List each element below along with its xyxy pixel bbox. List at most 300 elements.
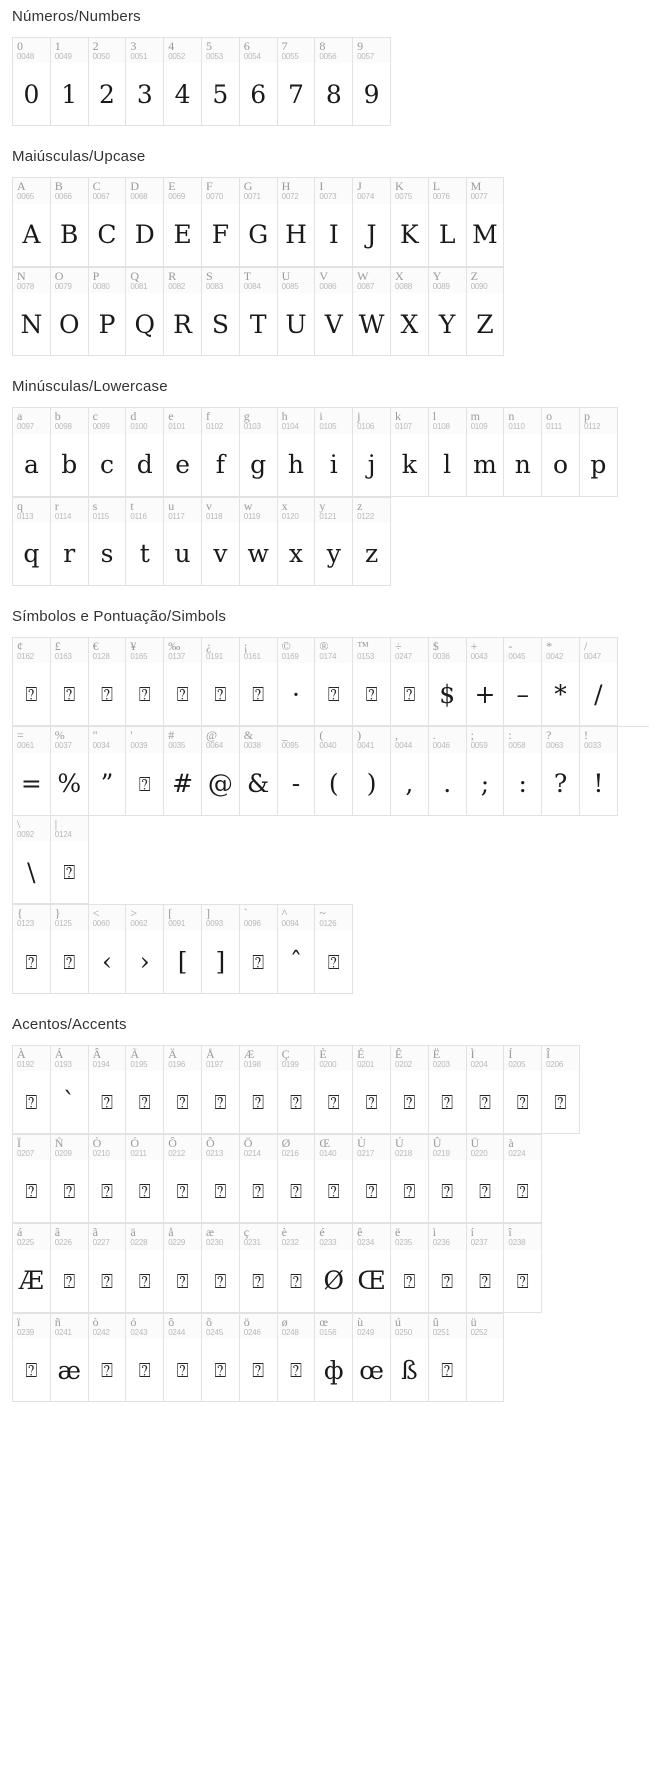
glyph-cell[interactable] xyxy=(164,905,202,993)
glyph-cell[interactable] xyxy=(353,178,391,266)
glyph-code-label: 0104 xyxy=(281,422,299,432)
glyph-cell[interactable] xyxy=(51,498,89,586)
glyph-cell[interactable] xyxy=(353,38,391,126)
glyph-cell[interactable] xyxy=(504,1046,542,1134)
glyph-code-label: 0156 xyxy=(319,1327,337,1337)
glyph-character-label: U xyxy=(281,269,291,283)
glyph-preview: A xyxy=(22,220,41,250)
glyph-cell[interactable] xyxy=(126,727,164,815)
glyph-cell[interactable] xyxy=(202,38,240,126)
glyph-cell[interactable] xyxy=(278,1046,316,1134)
glyph-preview: ⍰ xyxy=(252,949,265,974)
glyph-cell-header xyxy=(202,905,239,930)
glyph-code-label: 0233 xyxy=(319,1238,337,1248)
glyph-cell[interactable] xyxy=(240,905,278,993)
glyph-cell[interactable] xyxy=(315,1135,353,1223)
glyph-cell[interactable] xyxy=(13,38,51,126)
glyph-cell[interactable] xyxy=(202,408,240,496)
glyph-preview: ⍰ xyxy=(138,682,151,707)
glyph-cell[interactable] xyxy=(13,816,51,904)
glyph-cell[interactable] xyxy=(391,1224,429,1312)
glyph-cell[interactable] xyxy=(278,498,316,586)
glyph-preview: ⍰ xyxy=(176,1268,189,1293)
glyph-character-label: Ä xyxy=(168,1047,177,1061)
glyph-character-label: ] xyxy=(205,907,210,921)
glyph-character-label: p xyxy=(583,410,590,424)
glyph-preview: ⍰ xyxy=(441,1358,454,1383)
glyph-cell[interactable] xyxy=(278,178,316,266)
glyph-cell[interactable] xyxy=(429,1046,467,1134)
glyph-cell-header xyxy=(164,638,201,663)
glyph-cell[interactable] xyxy=(315,1046,353,1134)
glyph-preview: N xyxy=(20,309,43,339)
glyph-character-label: Î xyxy=(546,1047,551,1061)
glyph-cell[interactable] xyxy=(89,638,127,726)
glyph-cell[interactable] xyxy=(13,268,51,356)
glyph-code-label: 0101 xyxy=(168,422,186,432)
glyph-code-label: 0196 xyxy=(168,1059,186,1069)
glyph-cell[interactable] xyxy=(13,1046,51,1134)
glyph-cell[interactable] xyxy=(126,38,164,126)
glyph-cell[interactable] xyxy=(51,1135,89,1223)
glyph-cell[interactable] xyxy=(51,1314,89,1402)
glyph-cell[interactable] xyxy=(51,268,89,356)
glyph-cell-header xyxy=(13,638,50,663)
glyph-cell[interactable] xyxy=(13,638,51,726)
glyph-cell[interactable] xyxy=(202,1046,240,1134)
glyph-cell[interactable] xyxy=(467,1046,505,1134)
glyph-preview: ⍰ xyxy=(138,1179,151,1204)
glyph-cell[interactable] xyxy=(240,1135,278,1223)
glyph-preview: k xyxy=(401,450,417,480)
glyph-cell-header xyxy=(429,408,466,433)
glyph-cell-header xyxy=(126,1046,163,1071)
glyph-cell[interactable] xyxy=(315,905,353,993)
glyph-character-label: ñ xyxy=(54,1315,61,1329)
glyph-code-label: 0065 xyxy=(17,192,34,202)
glyph-cell[interactable] xyxy=(126,178,164,266)
glyph-character-label: n xyxy=(508,410,515,424)
glyph-character-label: " xyxy=(92,729,98,743)
glyph-cell[interactable] xyxy=(467,638,505,726)
glyph-code-label: 0041 xyxy=(357,741,375,751)
glyph-cell[interactable] xyxy=(467,178,505,266)
glyph-code-label: 0161 xyxy=(243,651,261,661)
glyph-cell-header xyxy=(126,905,163,930)
glyph-cell[interactable] xyxy=(240,1224,278,1312)
glyph-cell[interactable] xyxy=(315,268,353,356)
glyph-cell[interactable] xyxy=(89,498,127,586)
glyph-cell[interactable] xyxy=(504,1135,542,1223)
glyph-code-label: 0067 xyxy=(92,192,110,202)
glyph-cell[interactable] xyxy=(164,727,202,815)
glyph-cell-header xyxy=(89,268,126,293)
glyph-cell-header xyxy=(353,1224,390,1249)
glyph-character-label: ¢ xyxy=(17,639,23,653)
glyph-cell[interactable] xyxy=(240,38,278,126)
glyph-cell-header xyxy=(89,178,126,203)
glyph-cell[interactable] xyxy=(315,38,353,126)
glyph-cell[interactable] xyxy=(202,638,240,726)
glyph-cell[interactable] xyxy=(353,1314,391,1402)
glyph-cell[interactable] xyxy=(504,1224,542,1312)
glyph-cell[interactable] xyxy=(89,1314,127,1402)
glyph-character-label: P xyxy=(92,269,100,283)
glyph-character-label: z xyxy=(357,499,363,513)
glyph-preview: S xyxy=(211,309,229,339)
glyph-preview: [ xyxy=(177,947,188,977)
glyph-cell[interactable] xyxy=(278,408,316,496)
glyph-cell[interactable] xyxy=(580,727,618,815)
glyph-code-label: 0058 xyxy=(508,741,526,751)
glyph-character-label: i xyxy=(319,410,323,424)
glyph-cell-header xyxy=(467,178,504,203)
glyph-cell[interactable] xyxy=(391,638,429,726)
glyph-preview: G xyxy=(248,220,269,250)
glyph-cell[interactable] xyxy=(467,408,505,496)
glyph-cell[interactable] xyxy=(89,905,127,993)
glyph-cell[interactable] xyxy=(580,638,618,726)
glyph-character-label: f xyxy=(205,410,210,424)
glyph-code-label: 0214 xyxy=(243,1148,261,1158)
glyph-cell[interactable] xyxy=(429,727,467,815)
glyph-preview: L xyxy=(438,220,456,250)
glyph-cell[interactable] xyxy=(51,178,89,266)
glyph-preview: x xyxy=(288,539,304,569)
glyph-cell[interactable] xyxy=(202,727,240,815)
glyph-cell[interactable] xyxy=(164,38,202,126)
glyph-cell[interactable] xyxy=(542,1046,580,1134)
glyph-code-label: 0083 xyxy=(205,281,223,291)
glyph-cell[interactable] xyxy=(51,905,89,993)
glyph-cell[interactable] xyxy=(202,268,240,356)
glyph-cell[interactable] xyxy=(315,727,353,815)
glyph-cell-header xyxy=(202,268,239,293)
glyph-code-label: 0121 xyxy=(319,511,337,521)
glyph-cell[interactable] xyxy=(278,38,316,126)
glyph-code-label: 0088 xyxy=(394,281,412,291)
glyph-cell[interactable] xyxy=(126,638,164,726)
glyph-cell-header xyxy=(353,38,390,63)
glyph-cell[interactable] xyxy=(13,498,51,586)
glyph-code-label: 0048 xyxy=(17,52,34,61)
glyph-cell[interactable] xyxy=(240,727,278,815)
glyph-cell[interactable] xyxy=(315,178,353,266)
glyph-cell-header xyxy=(89,727,126,752)
glyph-cell-header xyxy=(240,1046,277,1071)
glyph-code-label: 0111 xyxy=(546,422,562,432)
glyph-cell[interactable] xyxy=(353,498,391,586)
glyph-cell[interactable] xyxy=(202,1314,240,1402)
glyph-cell[interactable] xyxy=(51,1046,89,1134)
glyph-cell[interactable] xyxy=(504,727,542,815)
glyph-cell[interactable] xyxy=(580,408,618,496)
glyph-preview: , xyxy=(405,769,414,799)
glyph-cell[interactable] xyxy=(391,408,429,496)
glyph-cell[interactable] xyxy=(51,727,89,815)
glyph-code-label: 0109 xyxy=(470,422,488,432)
glyph-cell-header xyxy=(126,178,163,203)
glyph-cell[interactable] xyxy=(51,638,89,726)
glyph-cell[interactable] xyxy=(542,408,580,496)
glyph-cell[interactable] xyxy=(278,727,316,815)
glyph-cell[interactable] xyxy=(126,1046,164,1134)
glyph-character-label: [ xyxy=(168,907,173,921)
glyph-cell-header xyxy=(429,1046,466,1071)
glyph-cell-header xyxy=(89,1135,126,1160)
glyph-cell-header xyxy=(315,1314,352,1339)
glyph-cell[interactable] xyxy=(391,268,429,356)
glyph-character-label: _ xyxy=(281,729,288,743)
glyph-cell[interactable] xyxy=(51,816,89,904)
glyph-cell-header xyxy=(126,1314,163,1339)
glyph-cell-header xyxy=(51,1135,88,1160)
glyph-code-label: 0107 xyxy=(394,422,412,432)
section-title: Números/Numbers xyxy=(12,8,141,25)
glyph-cell[interactable] xyxy=(542,638,580,726)
glyph-cell[interactable] xyxy=(89,1224,127,1312)
glyph-cell[interactable] xyxy=(467,268,505,356)
glyph-cell[interactable] xyxy=(51,1224,89,1312)
glyph-preview: v xyxy=(213,539,228,569)
glyph-row xyxy=(12,726,649,904)
glyph-cell[interactable] xyxy=(164,498,202,586)
glyph-cell[interactable] xyxy=(240,268,278,356)
glyph-cell[interactable] xyxy=(429,638,467,726)
glyph-cell[interactable] xyxy=(353,638,391,726)
glyph-cell[interactable] xyxy=(13,178,51,266)
glyph-preview: 9 xyxy=(363,79,380,109)
glyph-cell[interactable] xyxy=(51,408,89,496)
glyph-preview: ⍰ xyxy=(365,1089,378,1114)
glyph-cell[interactable] xyxy=(353,727,391,815)
glyph-preview: ⍰ xyxy=(176,682,189,707)
glyph-preview: ⍰ xyxy=(63,1268,76,1293)
glyph-cell[interactable] xyxy=(126,1314,164,1402)
glyph-cell-header xyxy=(391,638,428,663)
glyph-cell[interactable] xyxy=(278,905,316,993)
glyph-cell-header xyxy=(126,268,163,293)
glyph-cell[interactable] xyxy=(240,178,278,266)
glyph-cell[interactable] xyxy=(89,268,127,356)
glyph-cell[interactable] xyxy=(429,1224,467,1312)
glyph-cell[interactable] xyxy=(278,1314,316,1402)
glyph-character-label: S xyxy=(205,269,213,283)
glyph-character-label: J xyxy=(357,180,362,194)
glyph-cell[interactable] xyxy=(202,498,240,586)
glyph-character-label: Ì xyxy=(470,1047,475,1061)
glyph-preview: ⍰ xyxy=(214,1089,227,1114)
glyph-preview: ⍰ xyxy=(365,682,378,707)
glyph-cell[interactable] xyxy=(315,498,353,586)
glyph-preview: ⍰ xyxy=(441,1268,454,1293)
glyph-cell[interactable] xyxy=(89,727,127,815)
glyph-code-label: 0077 xyxy=(470,192,488,202)
glyph-cell[interactable] xyxy=(315,1314,353,1402)
glyph-cell[interactable] xyxy=(315,1224,353,1312)
glyph-cell[interactable] xyxy=(429,268,467,356)
glyph-character-label: C xyxy=(92,180,101,194)
glyph-code-label: 0097 xyxy=(17,422,34,432)
glyph-cell[interactable] xyxy=(429,1314,467,1402)
glyph-cell[interactable] xyxy=(467,1314,505,1402)
glyph-cell[interactable] xyxy=(164,1046,202,1134)
glyph-cell-header xyxy=(164,498,201,523)
glyph-code-label: 0247 xyxy=(394,651,412,661)
glyph-cell-header xyxy=(13,1224,50,1249)
glyph-cell[interactable] xyxy=(240,408,278,496)
glyph-code-label: 0094 xyxy=(281,919,299,929)
glyph-cell[interactable] xyxy=(240,1314,278,1402)
glyph-preview: ⍰ xyxy=(516,1089,529,1114)
glyph-cell[interactable] xyxy=(164,408,202,496)
glyph-preview: o xyxy=(553,450,569,480)
glyph-character-label: N xyxy=(17,269,26,283)
glyph-character-label: b xyxy=(54,410,61,424)
glyph-cell[interactable] xyxy=(13,1135,51,1223)
glyph-cell-header xyxy=(353,1135,390,1160)
glyph-code-label: 0169 xyxy=(281,651,299,661)
glyph-code-label: 0118 xyxy=(205,511,223,521)
glyph-cell[interactable] xyxy=(315,638,353,726)
glyph-code-label: 0049 xyxy=(54,52,72,61)
glyph-cell[interactable] xyxy=(504,408,542,496)
glyph-cell[interactable] xyxy=(126,1135,164,1223)
glyph-cell[interactable] xyxy=(202,1135,240,1223)
glyph-cell-header xyxy=(542,638,579,663)
glyph-cell-header xyxy=(51,178,88,203)
glyph-cell[interactable] xyxy=(89,408,127,496)
glyph-cell-header xyxy=(13,1046,50,1071)
glyph-cell[interactable] xyxy=(467,727,505,815)
glyph-cell-header xyxy=(51,727,88,752)
glyph-cell[interactable] xyxy=(278,1135,316,1223)
glyph-cell[interactable] xyxy=(202,178,240,266)
glyph-cell[interactable] xyxy=(13,408,51,496)
glyph-code-label: 0227 xyxy=(92,1238,110,1248)
glyph-cell[interactable] xyxy=(89,38,127,126)
glyph-cell[interactable] xyxy=(467,1224,505,1312)
glyph-preview: B xyxy=(60,220,79,250)
glyph-code-label: 0213 xyxy=(205,1148,223,1158)
glyph-cell[interactable] xyxy=(391,178,429,266)
glyph-cell[interactable] xyxy=(126,905,164,993)
glyph-cell[interactable] xyxy=(429,408,467,496)
glyph-character-label: ä xyxy=(130,1226,136,1240)
glyph-code-label: 0211 xyxy=(130,1148,147,1158)
glyph-code-label: 0066 xyxy=(54,192,72,202)
glyph-character-label: Ñ xyxy=(54,1136,64,1150)
glyph-character-label: 2 xyxy=(92,40,99,53)
glyph-cell[interactable] xyxy=(89,1135,127,1223)
glyph-cell[interactable] xyxy=(126,268,164,356)
glyph-cell[interactable] xyxy=(391,1314,429,1402)
glyph-cell[interactable] xyxy=(164,178,202,266)
glyph-cell[interactable] xyxy=(278,268,316,356)
glyph-preview: Z xyxy=(476,309,494,339)
glyph-cell[interactable] xyxy=(164,268,202,356)
glyph-cell[interactable] xyxy=(315,408,353,496)
glyph-code-label: 0096 xyxy=(243,919,261,929)
glyph-preview: ⍰ xyxy=(478,1268,491,1293)
glyph-cell[interactable] xyxy=(164,1314,202,1402)
glyph-cell[interactable] xyxy=(51,38,89,126)
glyph-cell[interactable] xyxy=(202,1224,240,1312)
glyph-cell[interactable] xyxy=(164,1135,202,1223)
glyph-cell[interactable] xyxy=(13,1224,51,1312)
glyph-cell[interactable] xyxy=(89,1046,127,1134)
glyph-cell-header xyxy=(278,638,315,663)
glyph-code-label: 0231 xyxy=(243,1238,261,1248)
glyph-cell[interactable] xyxy=(126,408,164,496)
glyph-cell[interactable] xyxy=(467,1135,505,1223)
glyph-cell-header xyxy=(202,1046,239,1071)
glyph-character-label: Å xyxy=(205,1047,215,1061)
glyph-cell[interactable] xyxy=(391,727,429,815)
glyph-cell[interactable] xyxy=(353,268,391,356)
glyph-cell[interactable] xyxy=(240,638,278,726)
glyph-cell[interactable] xyxy=(278,638,316,726)
glyph-cell-header xyxy=(89,905,126,930)
glyph-cell[interactable] xyxy=(13,727,51,815)
glyph-cell[interactable] xyxy=(542,727,580,815)
glyph-cell[interactable] xyxy=(391,1135,429,1223)
glyph-cell-header xyxy=(353,178,390,203)
glyph-cell-header xyxy=(315,268,352,293)
glyph-cell[interactable] xyxy=(89,178,127,266)
glyph-cell[interactable] xyxy=(429,1135,467,1223)
glyph-cell-header xyxy=(240,1135,277,1160)
glyph-cell[interactable] xyxy=(353,1135,391,1223)
glyph-cell[interactable] xyxy=(278,1224,316,1312)
glyph-code-label: 0098 xyxy=(54,422,72,432)
glyph-code-label: 0251 xyxy=(432,1327,450,1337)
glyph-cell[interactable] xyxy=(240,498,278,586)
glyph-cell-header xyxy=(126,408,163,433)
glyph-cell[interactable] xyxy=(504,638,542,726)
glyph-character-label: ) xyxy=(357,729,362,743)
glyph-preview: ⍰ xyxy=(289,1268,302,1293)
glyph-code-label: 0238 xyxy=(508,1238,526,1248)
glyph-cell-header xyxy=(89,1314,126,1339)
glyph-cell[interactable] xyxy=(164,1224,202,1312)
glyph-cell[interactable] xyxy=(13,1314,51,1402)
glyph-cell[interactable] xyxy=(13,905,51,993)
glyph-map-page xyxy=(0,8,661,1402)
glyph-cell[interactable] xyxy=(429,178,467,266)
glyph-code-label: 0153 xyxy=(357,651,375,661)
glyph-cell-header xyxy=(126,727,163,752)
glyph-code-label: 0053 xyxy=(205,52,223,61)
glyph-cell[interactable] xyxy=(353,1046,391,1134)
glyph-character-label: ï xyxy=(17,1315,21,1329)
glyph-row xyxy=(12,267,504,356)
glyph-preview: d xyxy=(136,450,153,480)
glyph-cell[interactable] xyxy=(164,638,202,726)
glyph-cell-header xyxy=(580,408,617,433)
glyph-cell-header xyxy=(164,1224,201,1249)
glyph-cell[interactable] xyxy=(353,1224,391,1312)
glyph-code-label: 0203 xyxy=(432,1059,450,1069)
glyph-cell[interactable] xyxy=(353,408,391,496)
glyph-cell[interactable] xyxy=(391,1046,429,1134)
glyph-cell[interactable] xyxy=(240,1046,278,1134)
glyph-cell[interactable] xyxy=(202,905,240,993)
glyph-code-label: 0123 xyxy=(17,919,34,929)
glyph-cell[interactable] xyxy=(126,498,164,586)
glyph-cell-header xyxy=(504,1046,541,1071)
glyph-cell[interactable] xyxy=(126,1224,164,1312)
